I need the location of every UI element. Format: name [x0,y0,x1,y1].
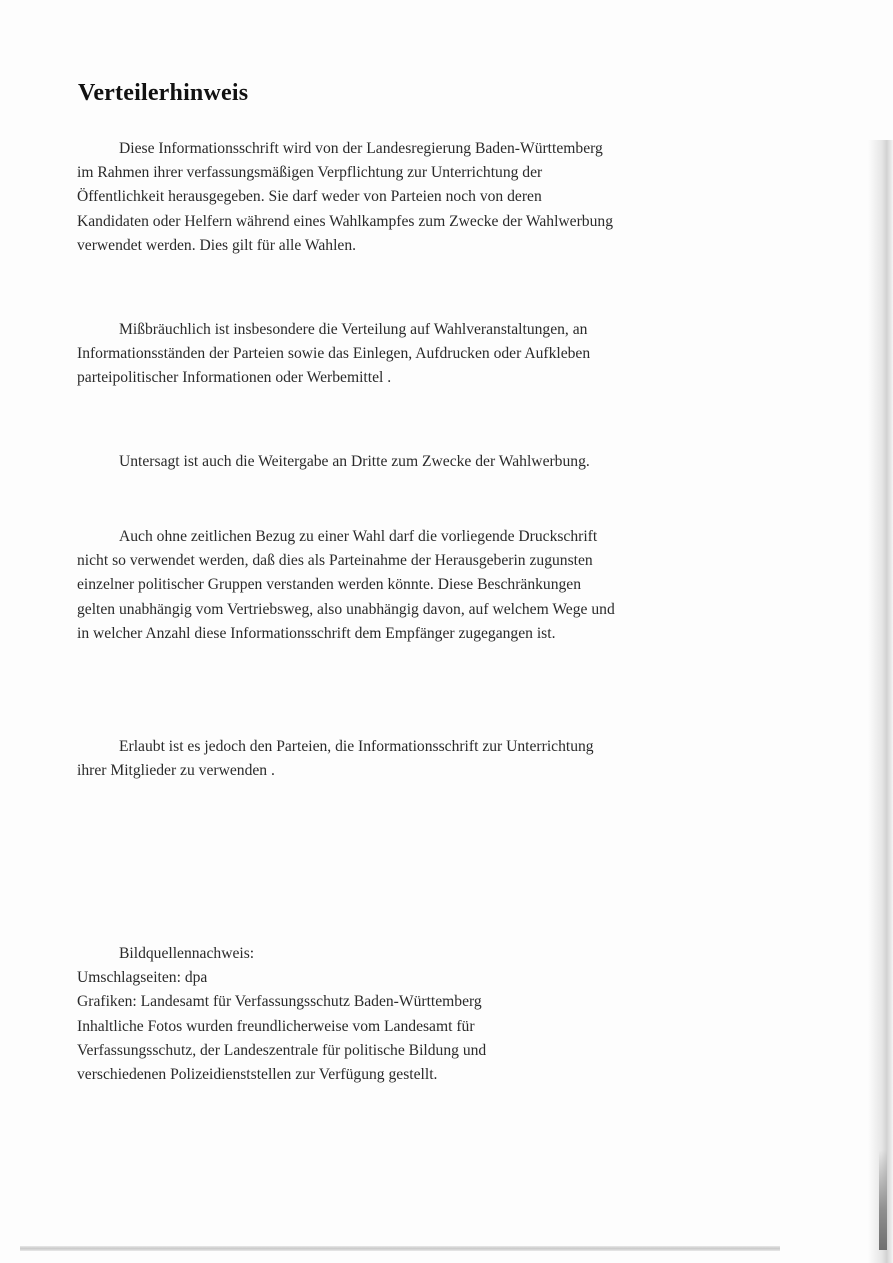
scan-page-edge-bottom [20,1246,780,1251]
scan-page-edge-right [868,140,893,1263]
credits-line: Grafiken: Landesamt für Verfassungsschutz Baden-Württemberg [77,993,482,1011]
paragraph-third-party: Untersagt ist auch die Weitergabe an Dritte zum Zwecke der Wahlwerbung. [119,453,590,470]
credits-line: verschiedenen Polizeidienststellen zur Verfügung gestellt. [77,1066,438,1084]
scan-shadow-corner [879,1150,887,1250]
credits-line: Verfassungsschutz, der Landeszentrale für politische Bildung und [77,1041,487,1059]
paragraph-permission: Erlaubt ist es jedoch den Parteien, die Informationsschrift zur Unterrichtung ihrer Mitglieder zu verwenden . [77,738,594,780]
paragraph-misuse: Mißbräuchlich ist insbesondere die Verteilung auf Wahlveranstaltungen, an Informationsständen der Parteien sowie das Einlegen, Aufdrucken oder Aufkleben parteipolitischer Informationen oder Werbemittel . [77,321,591,387]
image-credits [77,942,637,1087]
credits-line: Umschlagseiten: dpa [77,969,208,987]
credits-line: Inhaltliche Fotos wurden freundlicherweise vom Landesamt für [77,1017,475,1035]
paragraph-restrictions: Auch ohne zeitlichen Bezug zu einer Wahl darf die vorliegende Druckschrift nicht so verwendet werden, daß dies als Parteinahme der Herausgeberin zugunsten einzelner politischer Gruppen verstanden werden könnte. Diese Beschränkungen gelten unabhängig vom Vertriebsweg, also unabhängig davon, auf welchem Wege und in welcher Anzahl diese Informationsschrift dem Empfänger zugegangen ist. [77,528,615,642]
paragraph-distribution-notice: Diese Informationsschrift wird von der Landesregierung Baden-Württemberg im Rahmen ihrer verfassungsmäßigen Verpflichtung zur Unterrichtung der Öffentlichkeit herausgegeben. Sie darf weder von Parteien noch von deren Kandidaten oder Helfern während eines Wahlkampfes zum Zwecke der Wahlwerbung verwendet werden. Dies gilt für alle Wahlen. [77,140,613,254]
page-title: Verteilerhinweis [78,80,249,106]
credits-heading: Bildquellennachweis: [119,945,255,962]
